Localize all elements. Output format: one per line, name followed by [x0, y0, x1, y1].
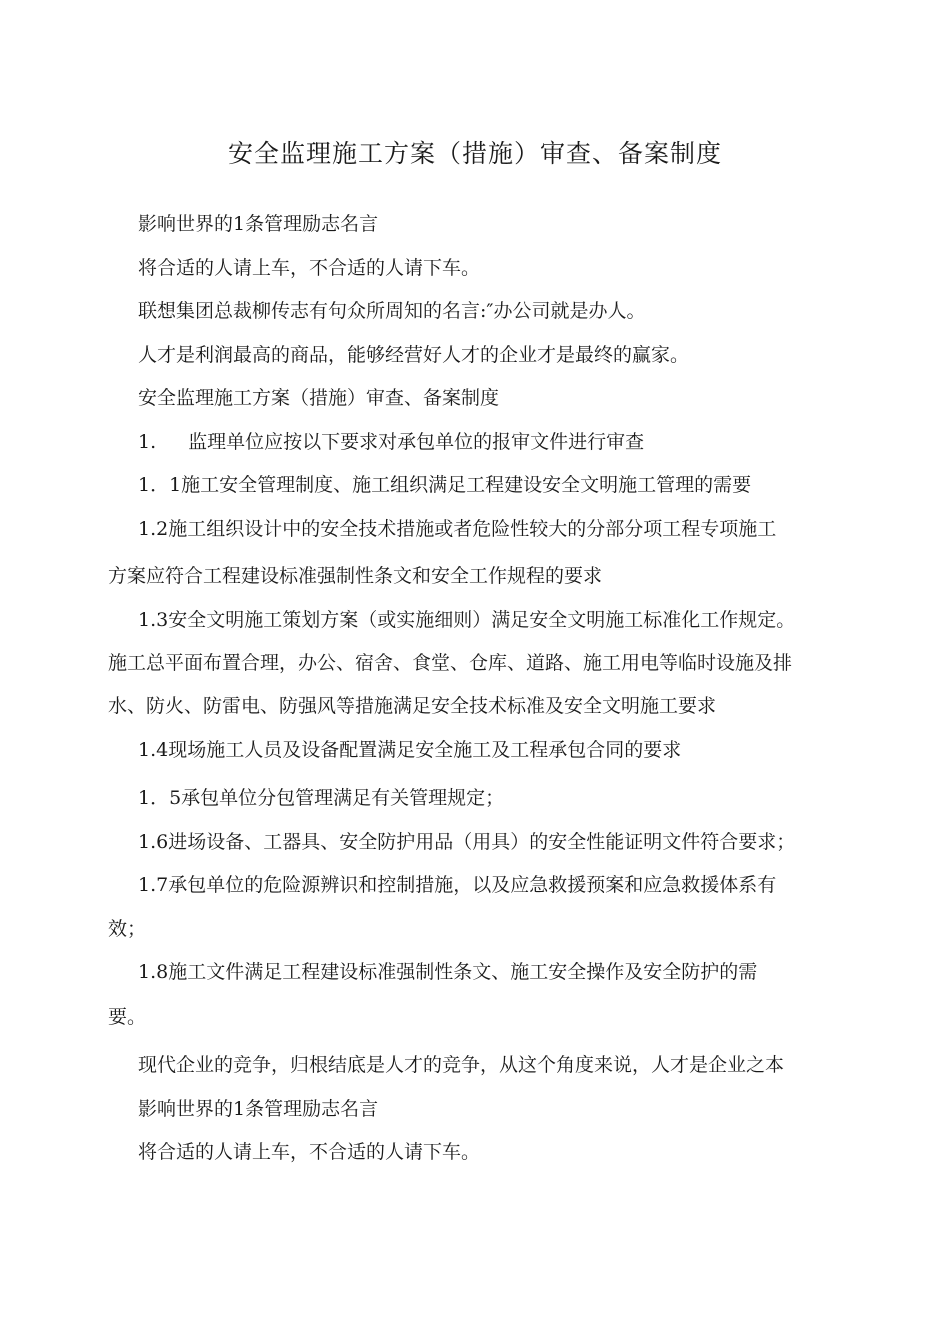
text-line: 施工总平面布置合理，办公、宿舍、食堂、仓库、道路、施工用电等临时设施及排 — [108, 652, 793, 674]
text-line: 人才是利润最高的商品，能够经营好人才的企业才是最终的赢家。 — [138, 344, 690, 366]
text-line: 1.4现场施工人员及设备配置满足安全施工及工程承包合同的要求 — [138, 739, 682, 761]
text-line: 现代企业的竞争，归根结底是人才的竞争，从这个角度来说，人才是企业之本 — [138, 1054, 785, 1076]
text-line: 1．1施工安全管理制度、施工组织满足工程建设安全文明施工管理的需要 — [138, 474, 752, 496]
text-line: 1.7承包单位的危险源辨识和控制措施，以及应急救援预案和应急救援体系有 — [138, 874, 777, 896]
text-line: 联想集团总裁柳传志有句众所周知的名言:″办公司就是办人。 — [138, 300, 646, 322]
text-line: 方案应符合工程建设标准强制性条文和安全工作规程的要求 — [108, 565, 603, 587]
text-line: 安全监理施工方案（措施）审查、备案制度 — [138, 387, 500, 409]
text-line: 影响世界的1条管理励志名言 — [138, 213, 379, 235]
text-line: 效； — [108, 918, 147, 940]
item-text: 监理单位应按以下要求对承包单位的报审文件进行审查 — [188, 431, 645, 453]
text-line: 要。 — [108, 1006, 147, 1028]
text-line: 1．5承包单位分包管理满足有关管理规定； — [138, 787, 505, 809]
text-line: 1.2施工组织设计中的安全技术措施或者危险性较大的分部分项工程专项施工 — [138, 518, 777, 540]
text-line: 1.6进场设备、工器具、安全防护用品（用具）的安全性能证明文件符合要求； — [138, 831, 796, 853]
text-line: 影响世界的1条管理励志名言 — [138, 1098, 379, 1120]
numbered-item — [138, 429, 644, 455]
text-line: 1.8施工文件满足工程建设标准强制性条文、施工安全操作及安全防护的需 — [138, 961, 758, 983]
document-title: 安全监理施工方案（措施）审查、备案制度 — [227, 139, 722, 168]
text-line: 水、防火、防雷电、防强风等措施满足安全技术标准及安全文明施工要求 — [108, 695, 717, 717]
text-line: 将合适的人请上车，不合适的人请下车。 — [138, 257, 481, 279]
text-line: 1.3安全文明施工策划方案（或实施细则）满足安全文明施工标准化工作规定。 — [138, 609, 796, 631]
item-number: 1. — [138, 431, 157, 453]
text-line: 将合适的人请上车，不合适的人请下车。 — [138, 1141, 481, 1163]
